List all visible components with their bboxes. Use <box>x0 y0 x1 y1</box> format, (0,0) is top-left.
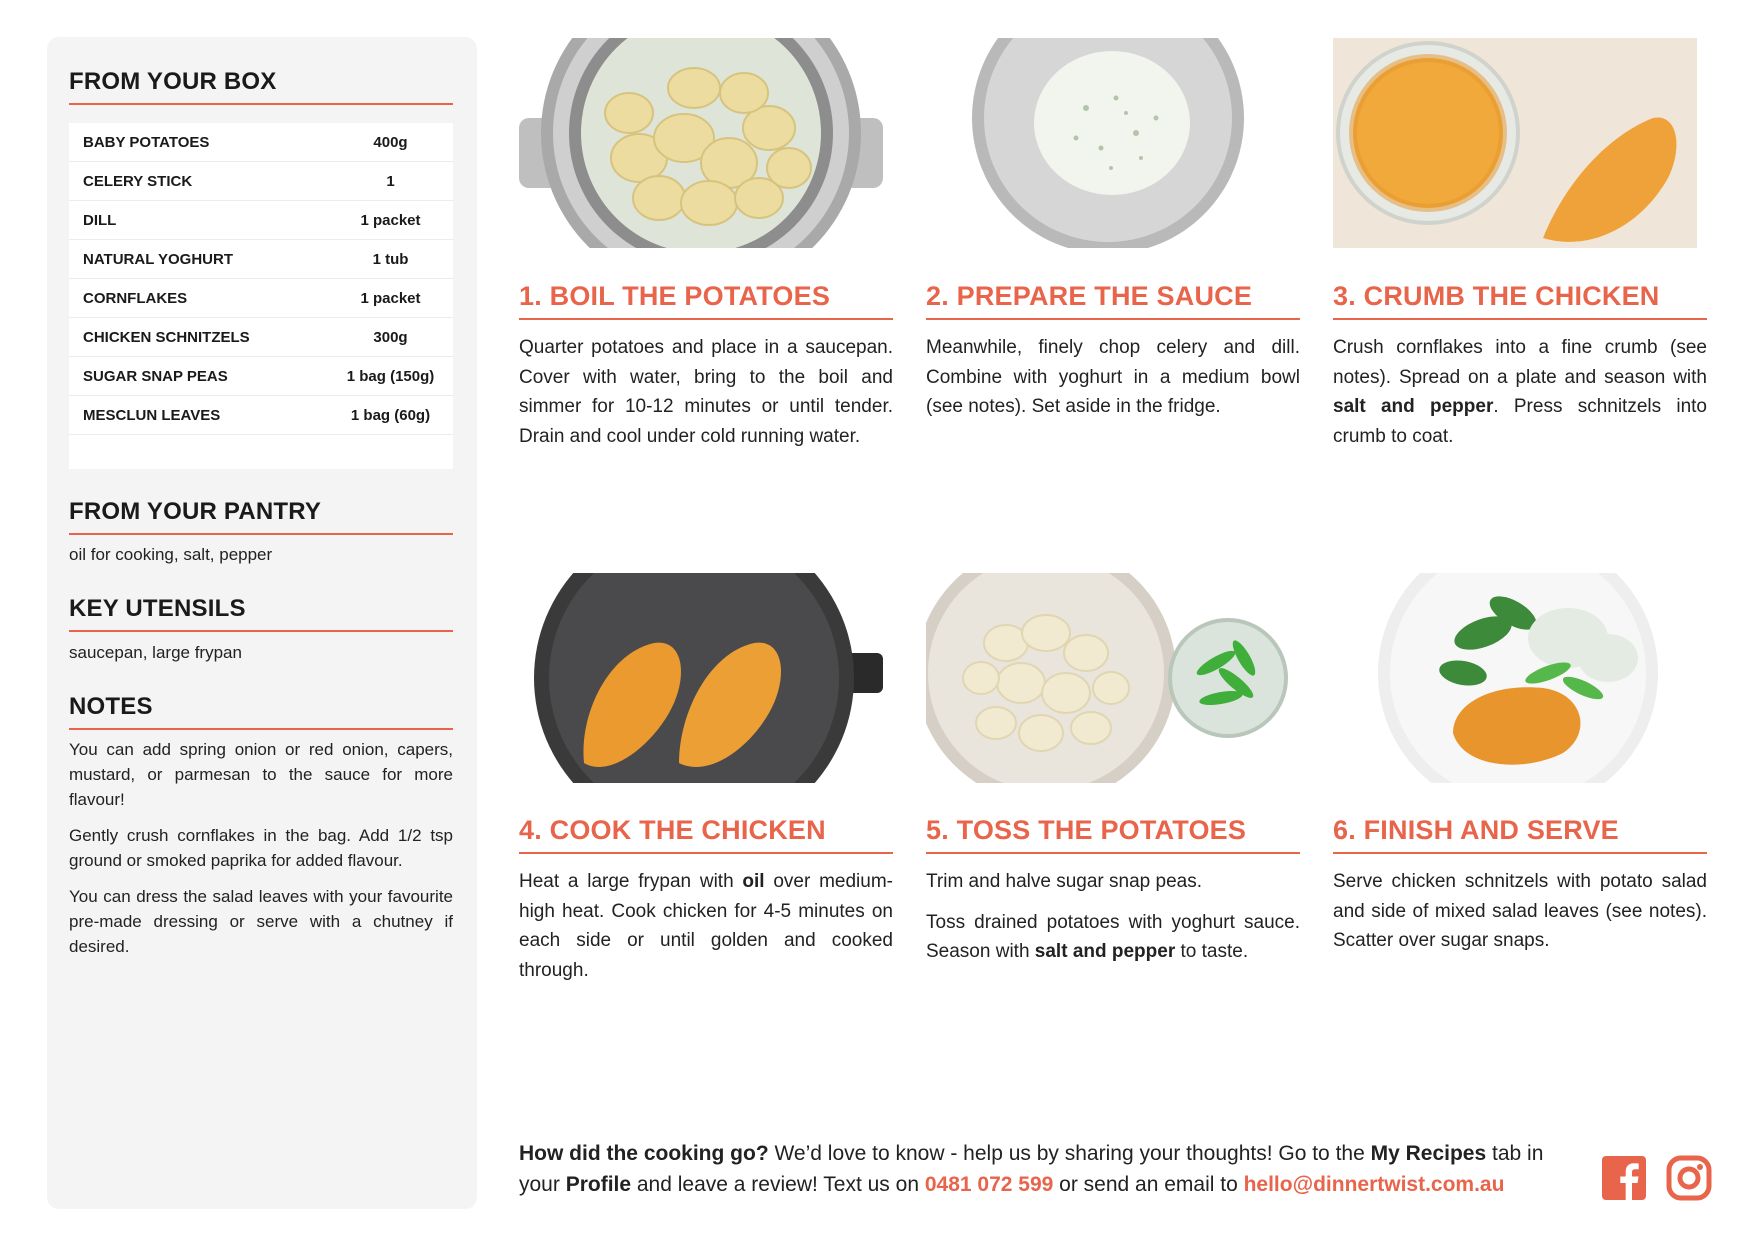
phone-link[interactable]: 0481 072 599 <box>924 1173 1054 1196</box>
step-5-title: 5. TOSS THE POTATOES <box>926 815 1300 854</box>
step-paragraph: Trim and halve sugar snap peas. <box>926 871 1203 892</box>
ingredient-name: BABY POTATOES <box>83 133 210 151</box>
ingredient-name: DILL <box>83 211 117 229</box>
ingredient-qty: 1 packet <box>360 289 421 307</box>
finish-serve-photo <box>1333 573 1697 783</box>
feedback-footer: How did the cooking go? We’d love to know - help us by sharing your thoughts! Go to the My Recipes tab in your Profile and leave a review! Text us on 0481 072 599 or send an email to hello@dinnertwist.com.au <box>519 1142 1544 1196</box>
from-your-box-title: FROM YOUR BOX <box>69 68 453 105</box>
utensils-text: saucepan, large frypan <box>69 643 242 662</box>
ingredients-sidebar <box>47 37 477 1209</box>
step-paragraph: Heat a large frypan with oil over medium-high heat. Cook chicken for 4-5 minutes on each side or until golden and cooked through. <box>519 871 893 981</box>
step-paragraph: Meanwhile, finely chop celery and dill. Combine with yoghurt in a medium bowl (see notes). Set aside in the fridge. <box>926 337 1300 417</box>
ingredient-row <box>69 318 453 357</box>
step-1-title: 1. BOIL THE POTATOES <box>519 281 893 320</box>
ingredient-qty: 400g <box>373 133 408 151</box>
ingredient-row <box>69 162 453 201</box>
note-item: You can dress the salad leaves with your favourite pre-made dressing or serve with a chutney if desired. <box>69 887 453 956</box>
ingredient-name: SUGAR SNAP PEAS <box>83 367 228 385</box>
step-paragraph: Quarter potatoes and place in a saucepan. Cover with water, bring to the boil and simmer for 10-12 minutes or until tender. Drain and cool under cold running water. <box>519 337 893 447</box>
ingredient-row <box>69 396 453 435</box>
facebook-icon[interactable] <box>1602 1156 1646 1205</box>
email-link[interactable]: hello@dinnertwist.com.au <box>1243 1173 1505 1196</box>
my-recipes-label: My Recipes <box>1370 1142 1487 1165</box>
step-6-title: 6. FINISH AND SERVE <box>1333 815 1707 854</box>
step-paragraph: Serve chicken schnitzels with potato salad and side of mixed salad leaves (see notes). Scatter over sugar snaps. <box>1333 871 1707 951</box>
ingredient-qty: 1 packet <box>360 211 421 229</box>
ingredient-name: CELERY STICK <box>83 172 193 190</box>
note-item: Gently crush cornflakes in the bag. Add 1/2 tsp ground or smoked paprika for added flavour. <box>69 826 453 870</box>
step-5-body <box>926 867 1300 978</box>
prepare-sauce-photo <box>926 38 1290 248</box>
step-1-body <box>519 333 893 462</box>
ingredient-qty: 1 <box>386 172 395 190</box>
notes-title: NOTES <box>69 693 453 730</box>
ingredient-row <box>69 240 453 279</box>
ingredient-qty: 1 bag (150g) <box>346 367 435 385</box>
note-item: You can add spring onion or red onion, capers, mustard, or parmesan to the sauce for more flavour! <box>69 740 453 809</box>
notes-list <box>69 737 453 970</box>
pantry-text: oil for cooking, salt, pepper <box>69 545 273 564</box>
key-utensils-title: KEY UTENSILS <box>69 595 453 632</box>
step-paragraph: Toss drained potatoes with yoghurt sauce. Season with salt and pepper to taste. <box>926 911 1300 962</box>
from-your-pantry-title: FROM YOUR PANTRY <box>69 498 453 535</box>
step-3-body <box>1333 333 1707 462</box>
step-2-title: 2. PREPARE THE SAUCE <box>926 281 1300 320</box>
ingredient-name: MESCLUN LEAVES <box>83 406 221 424</box>
ingredient-row <box>69 123 453 162</box>
ingredient-name: NATURAL YOGHURT <box>83 250 233 268</box>
step-6-body <box>1333 867 1707 967</box>
step-4-body <box>519 867 893 996</box>
footer-question: How did the cooking go? <box>519 1142 769 1165</box>
step-paragraph: Crush cornflakes into a fine crumb (see notes). Spread on a plate and season with salt and pepper. Press schnitzels into crumb to coat. <box>1333 337 1707 447</box>
ingredient-qty: 1 tub <box>372 250 409 268</box>
ingredient-name: CHICKEN SCHNITZELS <box>83 328 250 346</box>
ingredients-table <box>69 123 453 469</box>
toss-potatoes-photo <box>926 573 1290 783</box>
ingredient-row <box>69 279 453 318</box>
cook-chicken-photo <box>519 573 883 783</box>
instagram-icon[interactable] <box>1666 1155 1712 1206</box>
ingredient-name: CORNFLAKES <box>83 289 188 307</box>
step-4-title: 4. COOK THE CHICKEN <box>519 815 893 854</box>
boil-potatoes-photo <box>519 38 883 248</box>
ingredient-qty: 1 bag (60g) <box>350 406 431 424</box>
crumb-chicken-photo <box>1333 38 1697 248</box>
step-2-body <box>926 333 1300 433</box>
ingredient-qty: 300g <box>373 328 408 346</box>
ingredient-row <box>69 357 453 396</box>
step-3-title: 3. CRUMB THE CHICKEN <box>1333 281 1707 320</box>
profile-label: Profile <box>565 1173 632 1196</box>
ingredient-row <box>69 201 453 240</box>
